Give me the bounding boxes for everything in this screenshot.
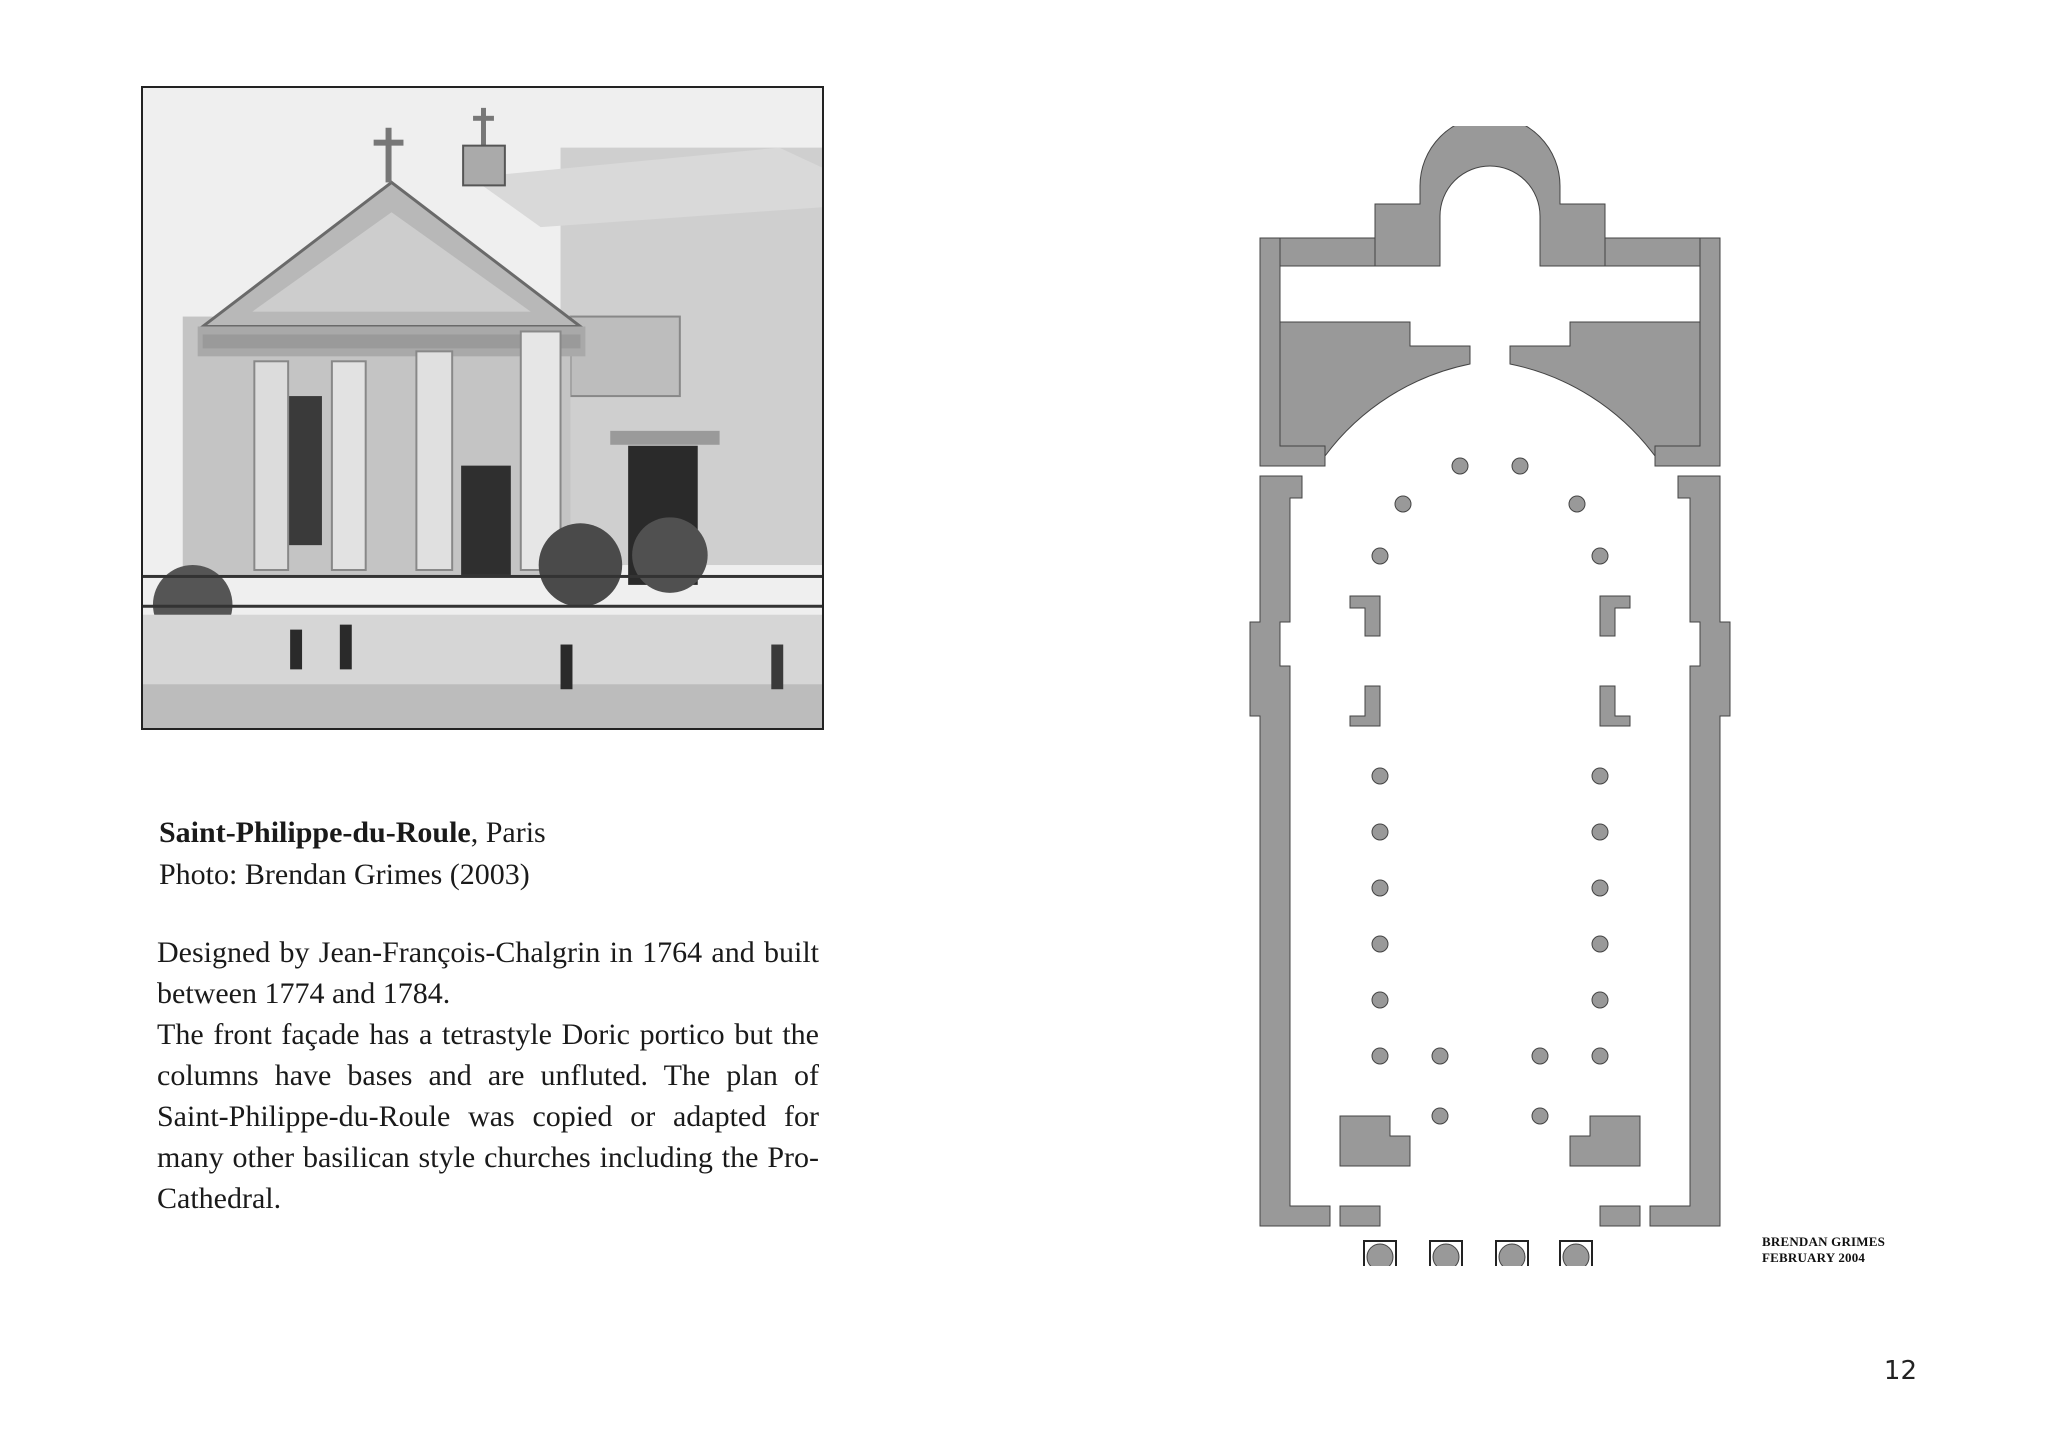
church-photo: [141, 86, 824, 730]
church-name: Saint-Philippe-du-Roule: [159, 816, 471, 849]
photo-caption-title: [159, 812, 819, 854]
drawing-credit: [1762, 1234, 1885, 1266]
church-location: , Paris: [470, 816, 546, 849]
floor-plan: [1240, 126, 1740, 1266]
church-facade-illustration: [143, 88, 822, 728]
page-number: 12: [1883, 1356, 1917, 1386]
nave-columns: [1372, 458, 1608, 1124]
floor-plan-drawing: [1240, 126, 1740, 1266]
portico-columns: [1364, 1241, 1592, 1266]
drawing-credit-author: BRENDAN GRIMES: [1762, 1234, 1886, 1249]
description-paragraph-1: Designed by Jean-François-Chalgrin in 1764 and built between 1774 and 1784.: [157, 936, 819, 1010]
description-paragraph-2: The front façade has a tetrastyle Doric portico but the columns have bases and are unfluted. The plan of Saint-Philippe-du-Roule was copied or adapted for many other basilican style churches including the Pro-Cathedral.: [157, 1018, 819, 1215]
drawing-credit-date: FEBRUARY 2004: [1762, 1250, 1866, 1265]
photo-credit: Photo: Brendan Grimes (2003): [159, 858, 530, 891]
description-text: [157, 932, 819, 1219]
